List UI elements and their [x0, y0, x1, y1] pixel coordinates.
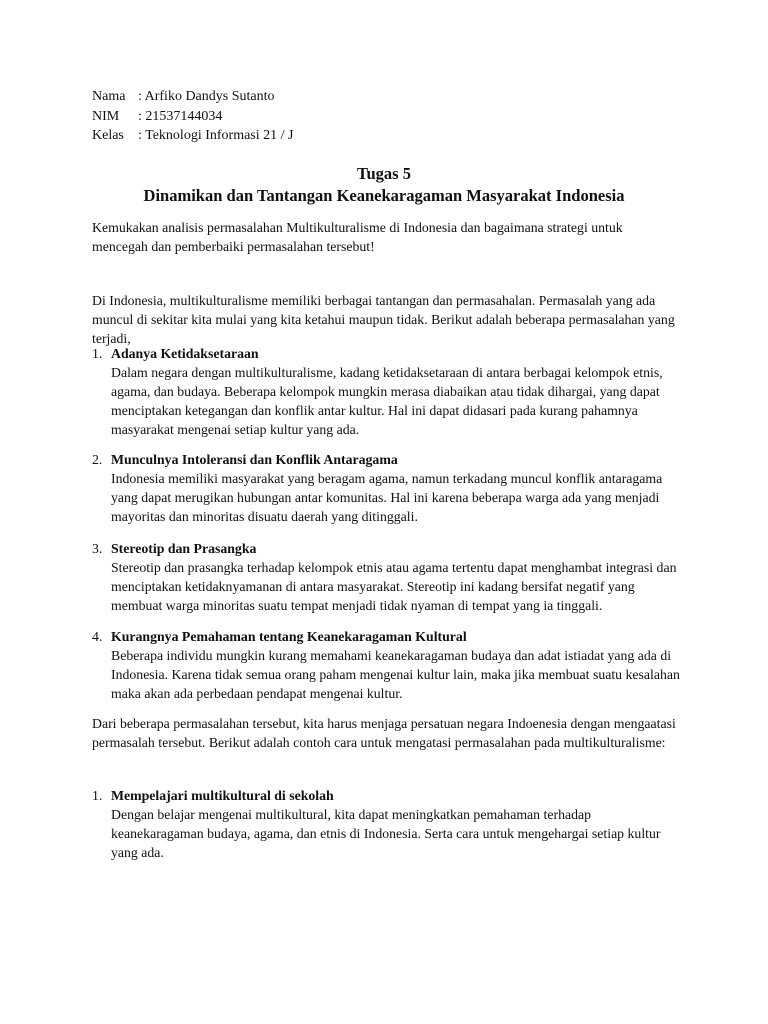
- solution-heading: Mempelajari multikultural di sekolah: [111, 788, 334, 803]
- name-label: Nama: [92, 89, 126, 104]
- solution-number: 1.: [92, 788, 103, 803]
- kelas-value: : Teknologi Informasi 21 / J: [138, 128, 294, 143]
- nim-label: NIM: [92, 108, 120, 124]
- nim-row: [92, 107, 293, 127]
- problem-text: Stereotip dan prasangka terhadap kelompok etnis atau agama tertentu dapat menghambat integrasi dan menciptakan ketidaknyamanan di antara masyarakat. Stereotip ini kadang bersifat negatif yang membuat warga minoritas suatu tempat menjadi tidak nyaman di tempat yang ia tinggali.: [111, 560, 677, 614]
- problem-text: Beberapa individu mungkin kurang memahami keanekaragaman budaya dan adat istiadat yang ada di Indonesia. Karena tidak semua orang paham mengenai kultur lain, maka jika membuat suatu kesalahan maka akan ada perbedaan pendapat mengenai kultur.: [111, 648, 680, 702]
- problem-item: [92, 450, 682, 526]
- problem-heading: Stereotip dan Prasangka: [111, 541, 257, 556]
- kelas-row: [92, 126, 293, 146]
- name-value: : Arfiko Dandys Sutanto: [138, 89, 275, 104]
- solution-text: Dengan belajar mengenai multikultural, kita dapat meningkatkan pemahaman terhadap keanekaragaman budaya, agama, dan etnis di Indonesia. Serta cara untuk mengehargai setiap kultur yang ada.: [111, 807, 661, 861]
- name-row: [92, 87, 293, 107]
- kelas-label: Kelas: [92, 128, 124, 143]
- problem-heading: Adanya Ketidaksetaraan: [111, 346, 259, 361]
- intro-paragraph: Di Indonesia, multikulturalisme memiliki berbagai tantangan dan permasahalan. Permasalah yang ada muncul di sekitar kita mulai yang kita ketahui maupun tidak. Berikut adalah beberapa permasalahan yang terjadi,: [92, 293, 675, 347]
- problem-item: [92, 344, 682, 439]
- problem-heading: Munculnya Intoleransi dan Konflik Antaragama: [111, 452, 398, 467]
- problem-item: [92, 539, 682, 615]
- problem-number: 2.: [92, 452, 103, 467]
- problem-number: 1.: [92, 346, 103, 361]
- solution-item: [92, 786, 682, 862]
- problem-item: [92, 627, 682, 703]
- problem-text: Dalam negara dengan multikulturalisme, kadang ketidaksetaraan di antara berbagai kelompok etnis, agama, dan budaya. Beberapa kelompok mungkin merasa diabaikan atau tidak dihargai, yang dapat menciptakan ketegangan dan konflik antar kultur. Hal ini dapat didasari pada kurang pahamnya masyarakat mengenai setiap kultur yang ada.: [111, 365, 663, 438]
- problem-text: Indonesia memiliki masyarakat yang beragam agama, namun terkadang muncul konflik antaragama yang dapat merugikan hubungan antar komunitas. Hal ini karena beberapa warga ada yang menjadi mayoritas dan minoritas disuatu daerah yang ditinggali.: [111, 471, 663, 525]
- document-title: Tugas 5: [357, 164, 411, 183]
- problem-heading: Kurangnya Pemahaman tentang Keanekaragaman Kultural: [111, 629, 467, 644]
- question-paragraph: Kemukakan analisis permasalahan Multikulturalisme di Indonesia dan bagaimana strategi untuk mencegah dan pemberbaiki permasalahan tersebut!: [92, 220, 623, 255]
- problem-number: 3.: [92, 541, 103, 556]
- student-info: [92, 87, 293, 146]
- nim-value: : 21537144034: [138, 108, 223, 124]
- problem-number: 4.: [92, 629, 103, 644]
- transition-paragraph: Dari beberapa permasalahan tersebut, kita harus menjaga persatuan negara Indoenesia dengan mengaatasi permasalah tersebut. Berikut adalah contoh cara untuk mengatasi permasalahan pada multikulturalisme:: [92, 716, 676, 751]
- document-subtitle: Dinamikan dan Tantangan Keanekaragaman Masyarakat Indonesia: [143, 186, 625, 205]
